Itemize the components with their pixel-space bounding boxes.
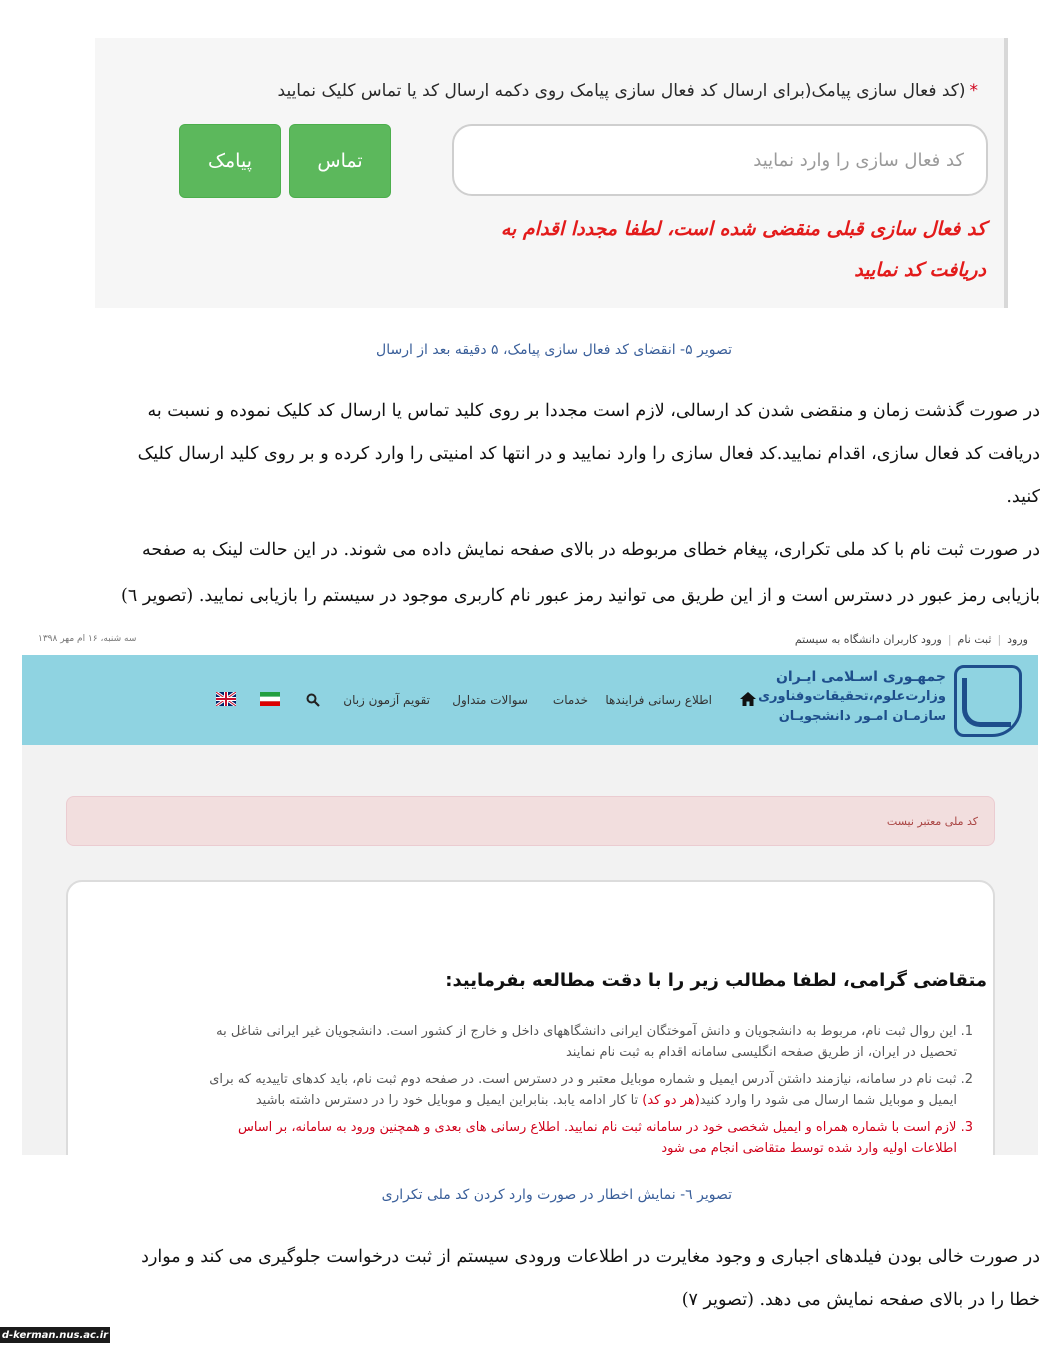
- required-mark: *: [969, 81, 978, 101]
- paragraph-1-line-2: دریافت کد فعال سازی، اقدام نمایید.کد فعال سازی را وارد نمایید و در انتها کد امنیتی را وارد کرده و بر روی کلید ارسال کلیک: [137, 444, 1040, 464]
- figure-5-activation-form: [95, 38, 1008, 308]
- activation-code-input[interactable]: کد فعال سازی را وارد نمایید: [452, 124, 988, 196]
- figure-5-caption: تصویر ۵- انقضای کد فعال سازی پیامک، ۵ دقیقه بعد از ارسال: [376, 342, 732, 358]
- call-button[interactable]: تماس: [289, 124, 391, 198]
- figure-6-caption: تصویر ٦- نمایش اخطار در صورت وارد کردن کد ملی تکراری: [381, 1187, 732, 1203]
- top-links: ورود|ثبت نام|ورود کاربران دانشگاه به سیستم: [794, 633, 1028, 646]
- search-icon[interactable]: [306, 693, 320, 707]
- paragraph-3-line-2: خطا را در بالای صفحه نمایش می دهد. (تصویر ۷): [681, 1290, 1040, 1310]
- instruction-2-line-1: 2. ثبت نام در سامانه، نیازمند داشتن آدرس ایمیل و شماره موبایل معتبر و در دسترس است. در صفحه دوم ثبت نام، باید کدهای تاییدیه که برای: [209, 1072, 973, 1087]
- org-name-line-1: جمهـوری اسـلامی ایـران: [775, 669, 946, 685]
- instructions-title: متقاضی گرامی، لطفا مطالب زیر را با دقت مطالعه بفرمایید:: [445, 970, 987, 991]
- current-date: سه شنبه، ۱۶ ام مهر ۱۳۹۸: [38, 634, 137, 644]
- menu-item-processes[interactable]: اطلاع رسانی فرایندها: [605, 693, 712, 707]
- figure-6-screenshot: [22, 625, 1038, 1155]
- ministry-logo: [954, 665, 1022, 737]
- menu-item-services[interactable]: خدمات: [552, 693, 588, 707]
- university-users-link[interactable]: ورود کاربران دانشگاه به سیستم: [794, 633, 942, 646]
- register-link[interactable]: ثبت نام: [957, 633, 992, 646]
- site-watermark: d-kerman.nus.ac.ir: [0, 1327, 110, 1343]
- instruction-1-line-2: تحصیل در ایران، از طریق صفحه انگلیسی سامانه اقدام به ثبت نام نمایند: [565, 1045, 957, 1060]
- uk-flag-icon[interactable]: [216, 692, 236, 706]
- org-name-line-3: سازمـان امـور دانشجویـان: [778, 709, 946, 724]
- top-bar: [22, 625, 1038, 655]
- menu-item-faq[interactable]: سوالات متداول: [452, 693, 528, 707]
- activation-code-label: [278, 81, 978, 101]
- instruction-3-line-1: 3. لازم است با شماره همراه و ایمیل شخصی خود در سامانه ثبت نام نمایید. اطلاع رسانی های بعدی و همچنین ورود به سامانه، بر اساس: [237, 1120, 973, 1135]
- instructions-panel: [66, 880, 995, 1155]
- instruction-2-line-2: [256, 1090, 957, 1111]
- activation-code-label-text: (کد فعال سازی پیامک(برای ارسال کد فعال سازی پیامک روی دکمه ارسال کد یا تماس کلیک نمایید: [277, 81, 966, 101]
- error-alert: [66, 796, 995, 846]
- alert-message: کد ملی معتبر نیست: [886, 815, 978, 828]
- paragraph-1-line-3: کنید.: [1006, 487, 1040, 507]
- menu-item-language-exam[interactable]: تقویم آزمون زبان: [343, 693, 430, 707]
- expired-error-line-1: کد فعال سازی قبلی منقضی شده است، لطفا مجددا اقدام به: [500, 218, 986, 240]
- paragraph-1-line-1: در صورت گذشت زمان و منقضی شدن کد ارسالی، لازم است مجددا بر روی کلید تماس یا ارسال کد کلیک نموده و نسبت به: [147, 401, 1040, 421]
- org-name-line-2: وزارت‌علوم،تحقیقات‌وفناوری: [758, 689, 946, 704]
- expired-error-line-2: دریافت کد نمایید: [854, 259, 986, 281]
- paragraph-2-line-2: بازیابی رمز عبور در دسترس است و از این طریق می توانید رمز عبور نام کاربری موجود در سیستم را بازیابی نمایید. (تصویر ٦): [121, 586, 1040, 606]
- instruction-2-text-b: تا کار ادامه یابد. بنابراین ایمیل و موبایل خود را در دسترس داشته باشید: [255, 1093, 643, 1108]
- paragraph-2-line-1: در صورت ثبت نام با کد ملی تکراری، پیغام خطای مربوطه در بالای صفحه نمایش داده می شوند. در این حالت لینک به صفحه: [141, 540, 1040, 560]
- instruction-2-highlight: (هر دو کد): [642, 1093, 700, 1108]
- paragraph-3-line-1: در صورت خالی بودن فیلدهای اجباری و وجود مغایرت در اطلاعات ورودی سیستم از ثبت درخواست جلوگیری می کند و موارد: [141, 1247, 1040, 1267]
- sms-button[interactable]: پیامک: [179, 124, 281, 198]
- iran-flag-icon[interactable]: [260, 692, 280, 706]
- login-link[interactable]: ورود: [1007, 633, 1028, 646]
- main-navbar: [22, 655, 1038, 745]
- instruction-2-text-a: ایمیل و موبایل شما ارسال می شود را وارد کنید: [699, 1093, 957, 1108]
- instruction-3-line-2: اطلاعات اولیه وارد شده توسط متقاضی انجام می شود: [661, 1141, 957, 1155]
- instruction-1-line-1: 1. این روال ثبت نام، مربوط به دانشجویان و دانش آموختگان ایرانی دانشگاههای داخل و خارج از کشور است. دانشجویان غیر ایرانی شاغل به: [216, 1024, 973, 1039]
- home-icon[interactable]: [739, 691, 757, 707]
